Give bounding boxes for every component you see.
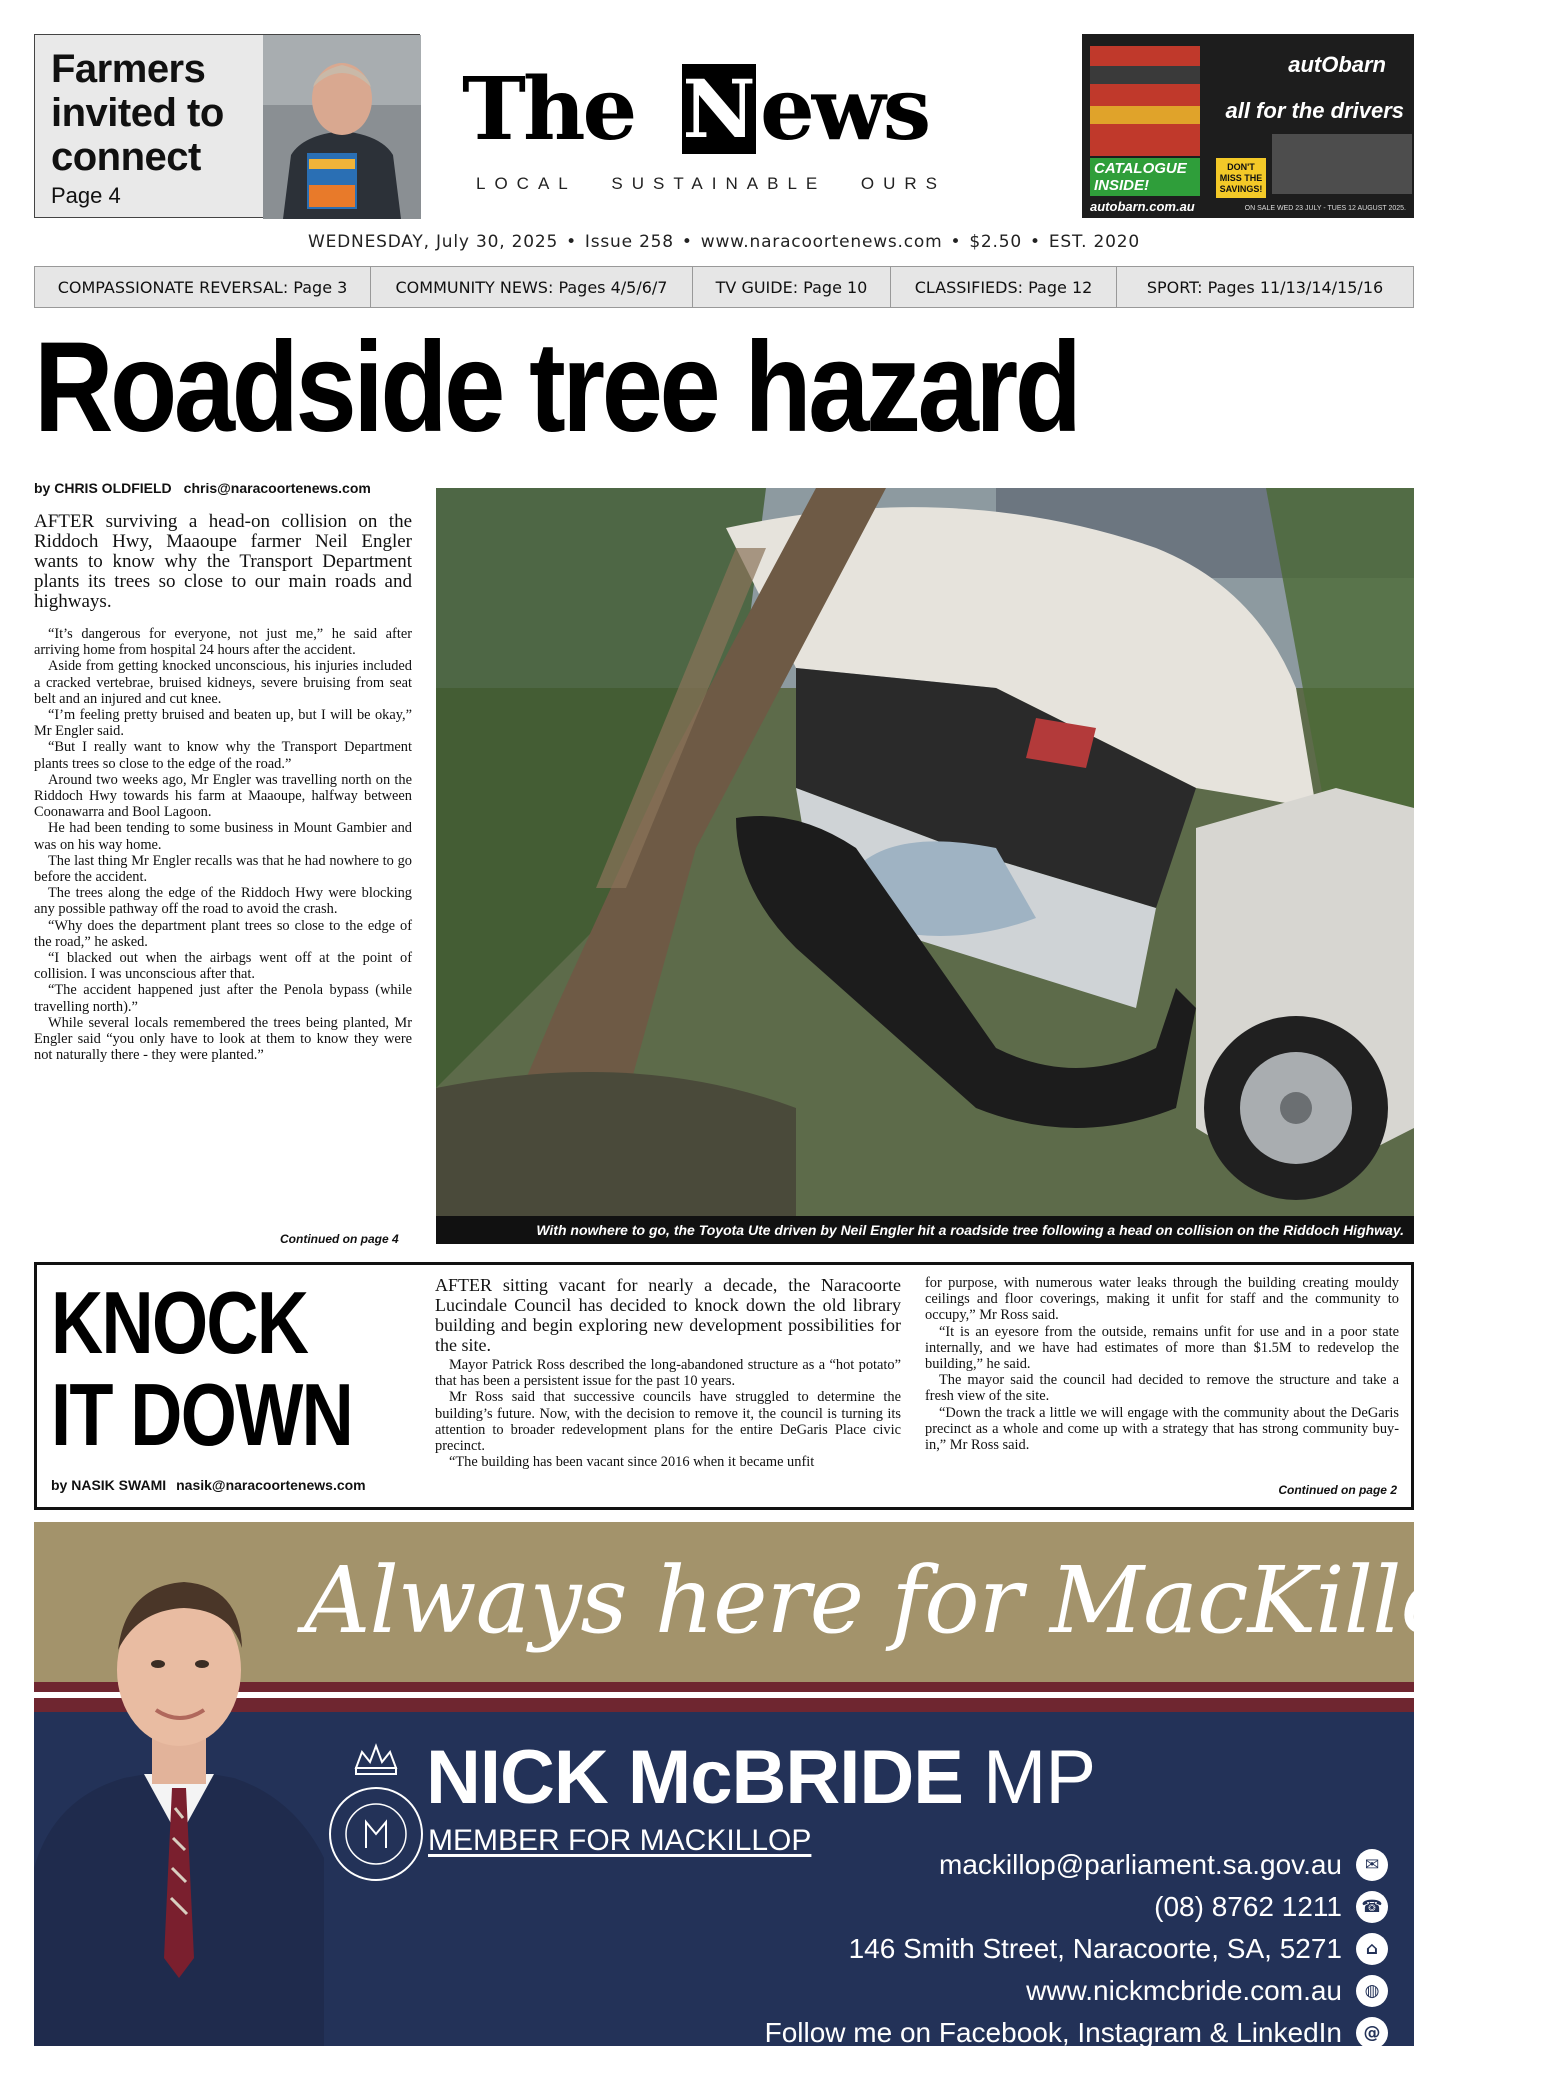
home-icon: ⌂ — [1356, 1933, 1388, 1965]
paragraph: Aside from getting knocked unconscious, his injuries included a cracked vertebrae, bruised kidneys, severe bruising from seat belt and an injured and cut knee. — [34, 658, 412, 707]
contact-list — [765, 1844, 1388, 2054]
story2-lead: AFTER sitting vacant for nearly a decade, the Naracoorte Lucindale Council has decided to knock down the old library building and begin exploring new development possibilities for the site. — [435, 1275, 901, 1355]
established: EST. 2020 — [1048, 232, 1140, 252]
price: $2.50 — [969, 232, 1022, 252]
tagline-word: LOCAL — [476, 174, 577, 193]
paragraph: “Down the track a little we will engage with the community about the DeGaris precinct as a whole and come up with a strategy that has strong community buy-in,” Mr Ross said. — [925, 1404, 1399, 1454]
tagline-word: OURS — [860, 174, 946, 193]
nav-community-news[interactable]: COMMUNITY NEWS: Pages 4/5/6/7 — [371, 267, 693, 307]
ad-product-image — [1272, 134, 1412, 194]
paragraph: He had been tending to some business in Mount Gambier and was on his way home. — [34, 820, 412, 853]
crash-photo — [436, 488, 1414, 1244]
mp-portrait — [34, 1538, 324, 2046]
paragraph: “The building has been vacant since 2016 when it became unfit — [449, 1454, 815, 1471]
paragraph: “I’m feeling pretty bruised and beaten up, but I will be okay,” Mr Engler said. — [34, 707, 412, 740]
story1-continued[interactable]: Continued on page 4 — [280, 1232, 399, 1246]
farmer-photo — [263, 35, 421, 219]
phone-icon: ☎ — [1356, 1891, 1388, 1923]
contact-social[interactable] — [765, 2012, 1388, 2054]
promo-box[interactable] — [34, 34, 420, 218]
ad-catalogue-label: CATALOGUE INSIDE! — [1090, 158, 1200, 196]
ad-dont-miss-badge: DON'T MISS THE SAVINGS! — [1216, 158, 1266, 198]
catalogue-cover — [1090, 46, 1200, 156]
section-nav — [34, 266, 1414, 308]
nav-compassionate-reversal[interactable]: COMPASSIONATE REVERSAL: Page 3 — [35, 267, 371, 307]
main-headline: Roadside tree hazard — [34, 316, 1079, 459]
contact-email[interactable] — [765, 1844, 1388, 1886]
story1-byline — [34, 480, 371, 496]
promo-headline: Farmers invited to connect — [51, 47, 224, 179]
mp-suffix: MP — [983, 1735, 1096, 1820]
paragraph: “It is an eyesore from the outside, remains unfit for use and in a poor state internally, and we have had estimates of more than $1.5M to redevelop the building,” he said. — [925, 1323, 1399, 1373]
story2-headline — [51, 1273, 353, 1464]
newspaper-logo[interactable] — [440, 60, 980, 170]
paragraph: The mayor said the council had decided to remove the structure and take a fresh view of the site. — [925, 1372, 1399, 1405]
paragraph: “I blacked out when the airbags went off at the point of collision. I was unconscious after that. — [34, 950, 412, 983]
story2-continued[interactable]: Continued on page 2 — [1278, 1483, 1397, 1497]
paragraph: “Why does the department plant trees so close to the edge of the road,” he asked. — [34, 917, 412, 950]
story1-lead: AFTER surviving a head-on collision on the Riddoch Hwy, Maaoupe farmer Neil Engler wants to know why the Transport Department plants its trees so close to our main roads and highways. — [34, 511, 412, 612]
story2-column-1 — [435, 1275, 901, 1470]
paragraph: “The accident happened just after the Penola bypass (while travelling north).” — [34, 982, 412, 1015]
story2-column-2 — [925, 1275, 1399, 1453]
paragraph: “But I really want to know why the Transport Department plants trees so close to the edge of the road.” — [34, 739, 412, 772]
paragraph: The last thing Mr Engler recalls was that he had nowhere to go before the accident. — [34, 852, 412, 886]
nav-sport[interactable]: SPORT: Pages 11/13/14/15/16 — [1146, 277, 1384, 297]
nav-classifieds[interactable]: CLASSIFIEDS: Page 12 — [891, 267, 1117, 307]
ad-sale-dates: ON SALE WED 23 JULY - TUES 12 AUGUST 2025. — [1244, 205, 1406, 212]
author-name: by CHRIS OLDFIELD — [34, 480, 172, 496]
contact-text[interactable]: Follow me on Facebook, Instagram & LinkedIn — [764, 2017, 1342, 2048]
contact-text[interactable]: www.nickmcbride.com.au — [1026, 1975, 1342, 2006]
contact-website[interactable] — [765, 1970, 1388, 2012]
issue-date: WEDNESDAY, July 30, 2025 — [308, 232, 559, 252]
contact-phone[interactable] — [765, 1886, 1388, 1928]
mp-name — [426, 1735, 1096, 1820]
mp-role: MEMBER FOR MACKILLOP — [428, 1824, 812, 1857]
website-link[interactable]: www.naracoortenews.com — [700, 232, 943, 252]
paragraph: Around two weeks ago, Mr Engler was travelling north on the Riddoch Hwy towards his farm at Maaoupe, halfway between Coonawarra and Bool Lagoon. — [34, 771, 412, 821]
logo-n-block: N — [682, 62, 756, 156]
globe-icon: ◍ — [1356, 1975, 1388, 2007]
ad-slogan: Always here for MacKillop! — [304, 1547, 1549, 1654]
issue-number: Issue 258 — [584, 232, 674, 252]
story1-body — [34, 626, 412, 1063]
mp-name-text: NICK McBRIDE — [426, 1735, 963, 1820]
parliament-crest-icon — [326, 1738, 426, 1896]
story2-headline-line2: IT DOWN — [51, 1365, 353, 1464]
paragraph: “It’s dangerous for everyone, not just me,” he said after arriving home from hospital 24 hours after the accident. — [34, 626, 412, 659]
tagline-word: SUSTAINABLE — [611, 174, 827, 193]
contact-text[interactable]: (08) 8762 1211 — [1154, 1891, 1342, 1922]
crash-photo-illustration — [436, 488, 1414, 1244]
photo-caption: With nowhere to go, the Toyota Ute driven by Neil Engler hit a roadside tree following a head on collision on the Riddoch Highway. — [436, 1216, 1414, 1244]
paragraph: While several locals remembered the trees being planted, Mr Engler said “you only have to look at them to know they were not naturally there - they were planted.” — [34, 1014, 412, 1064]
contact-text: 146 Smith Street, Naracoorte, SA, 5271 — [848, 1933, 1342, 1964]
author-email[interactable]: nasik@naracoortenews.com — [176, 1477, 366, 1493]
paragraph: Mayor Patrick Ross described the long-abandoned structure as a “hot potato” that has been a persistent issue for the past 10 years. — [435, 1357, 901, 1390]
story2-byline — [51, 1477, 366, 1493]
nav-tv-guide[interactable]: TV GUIDE: Page 10 — [693, 267, 891, 307]
paragraph: Mr Ross said that successive councils have struggled to determine the building’s future. Now, with the decision to remove it, the council is turning its attention to broader redevelopment plans for the entire DeGaris Place civic precinct. — [435, 1389, 901, 1455]
mp-advert[interactable] — [34, 1522, 1549, 2048]
at-icon: @ — [1356, 2017, 1388, 2049]
logo-the: The — [462, 59, 635, 160]
dateline: WEDNESDAY, July 30, 2025 • Issue 258 • www.naracoortenews.com • $2.50 • EST. 2020 — [308, 232, 1140, 252]
email-icon: ✉ — [1356, 1849, 1388, 1881]
paragraph: The trees along the edge of the Riddoch Hwy were blocking any possible pathway off the road to avoid the crash. — [34, 885, 412, 918]
tagline — [476, 174, 946, 194]
story2-headline-line1: KNOCK — [51, 1273, 308, 1372]
paragraph: for purpose, with numerous water leaks through the building creating mouldy ceilings and floor coverings, making it unfit for staff and the community to occupy,” Mr Ross said. — [925, 1275, 1399, 1324]
promo-page-ref: Page 4 — [51, 183, 121, 208]
autobarn-advert[interactable] — [1082, 34, 1414, 218]
contact-text[interactable]: mackillop@parliament.sa.gov.au — [939, 1849, 1342, 1880]
ad-url[interactable]: autobarn.com.au — [1090, 199, 1195, 214]
story2-box — [34, 1262, 1414, 1510]
ad-slogan: all for the drivers — [1225, 98, 1404, 123]
ad-brand: autObarn — [1288, 52, 1386, 77]
logo-ews: ews — [760, 59, 929, 160]
author-name: by NASIK SWAMI — [51, 1477, 167, 1493]
author-email[interactable]: chris@naracoortenews.com — [183, 480, 371, 496]
contact-address — [765, 1928, 1388, 1970]
